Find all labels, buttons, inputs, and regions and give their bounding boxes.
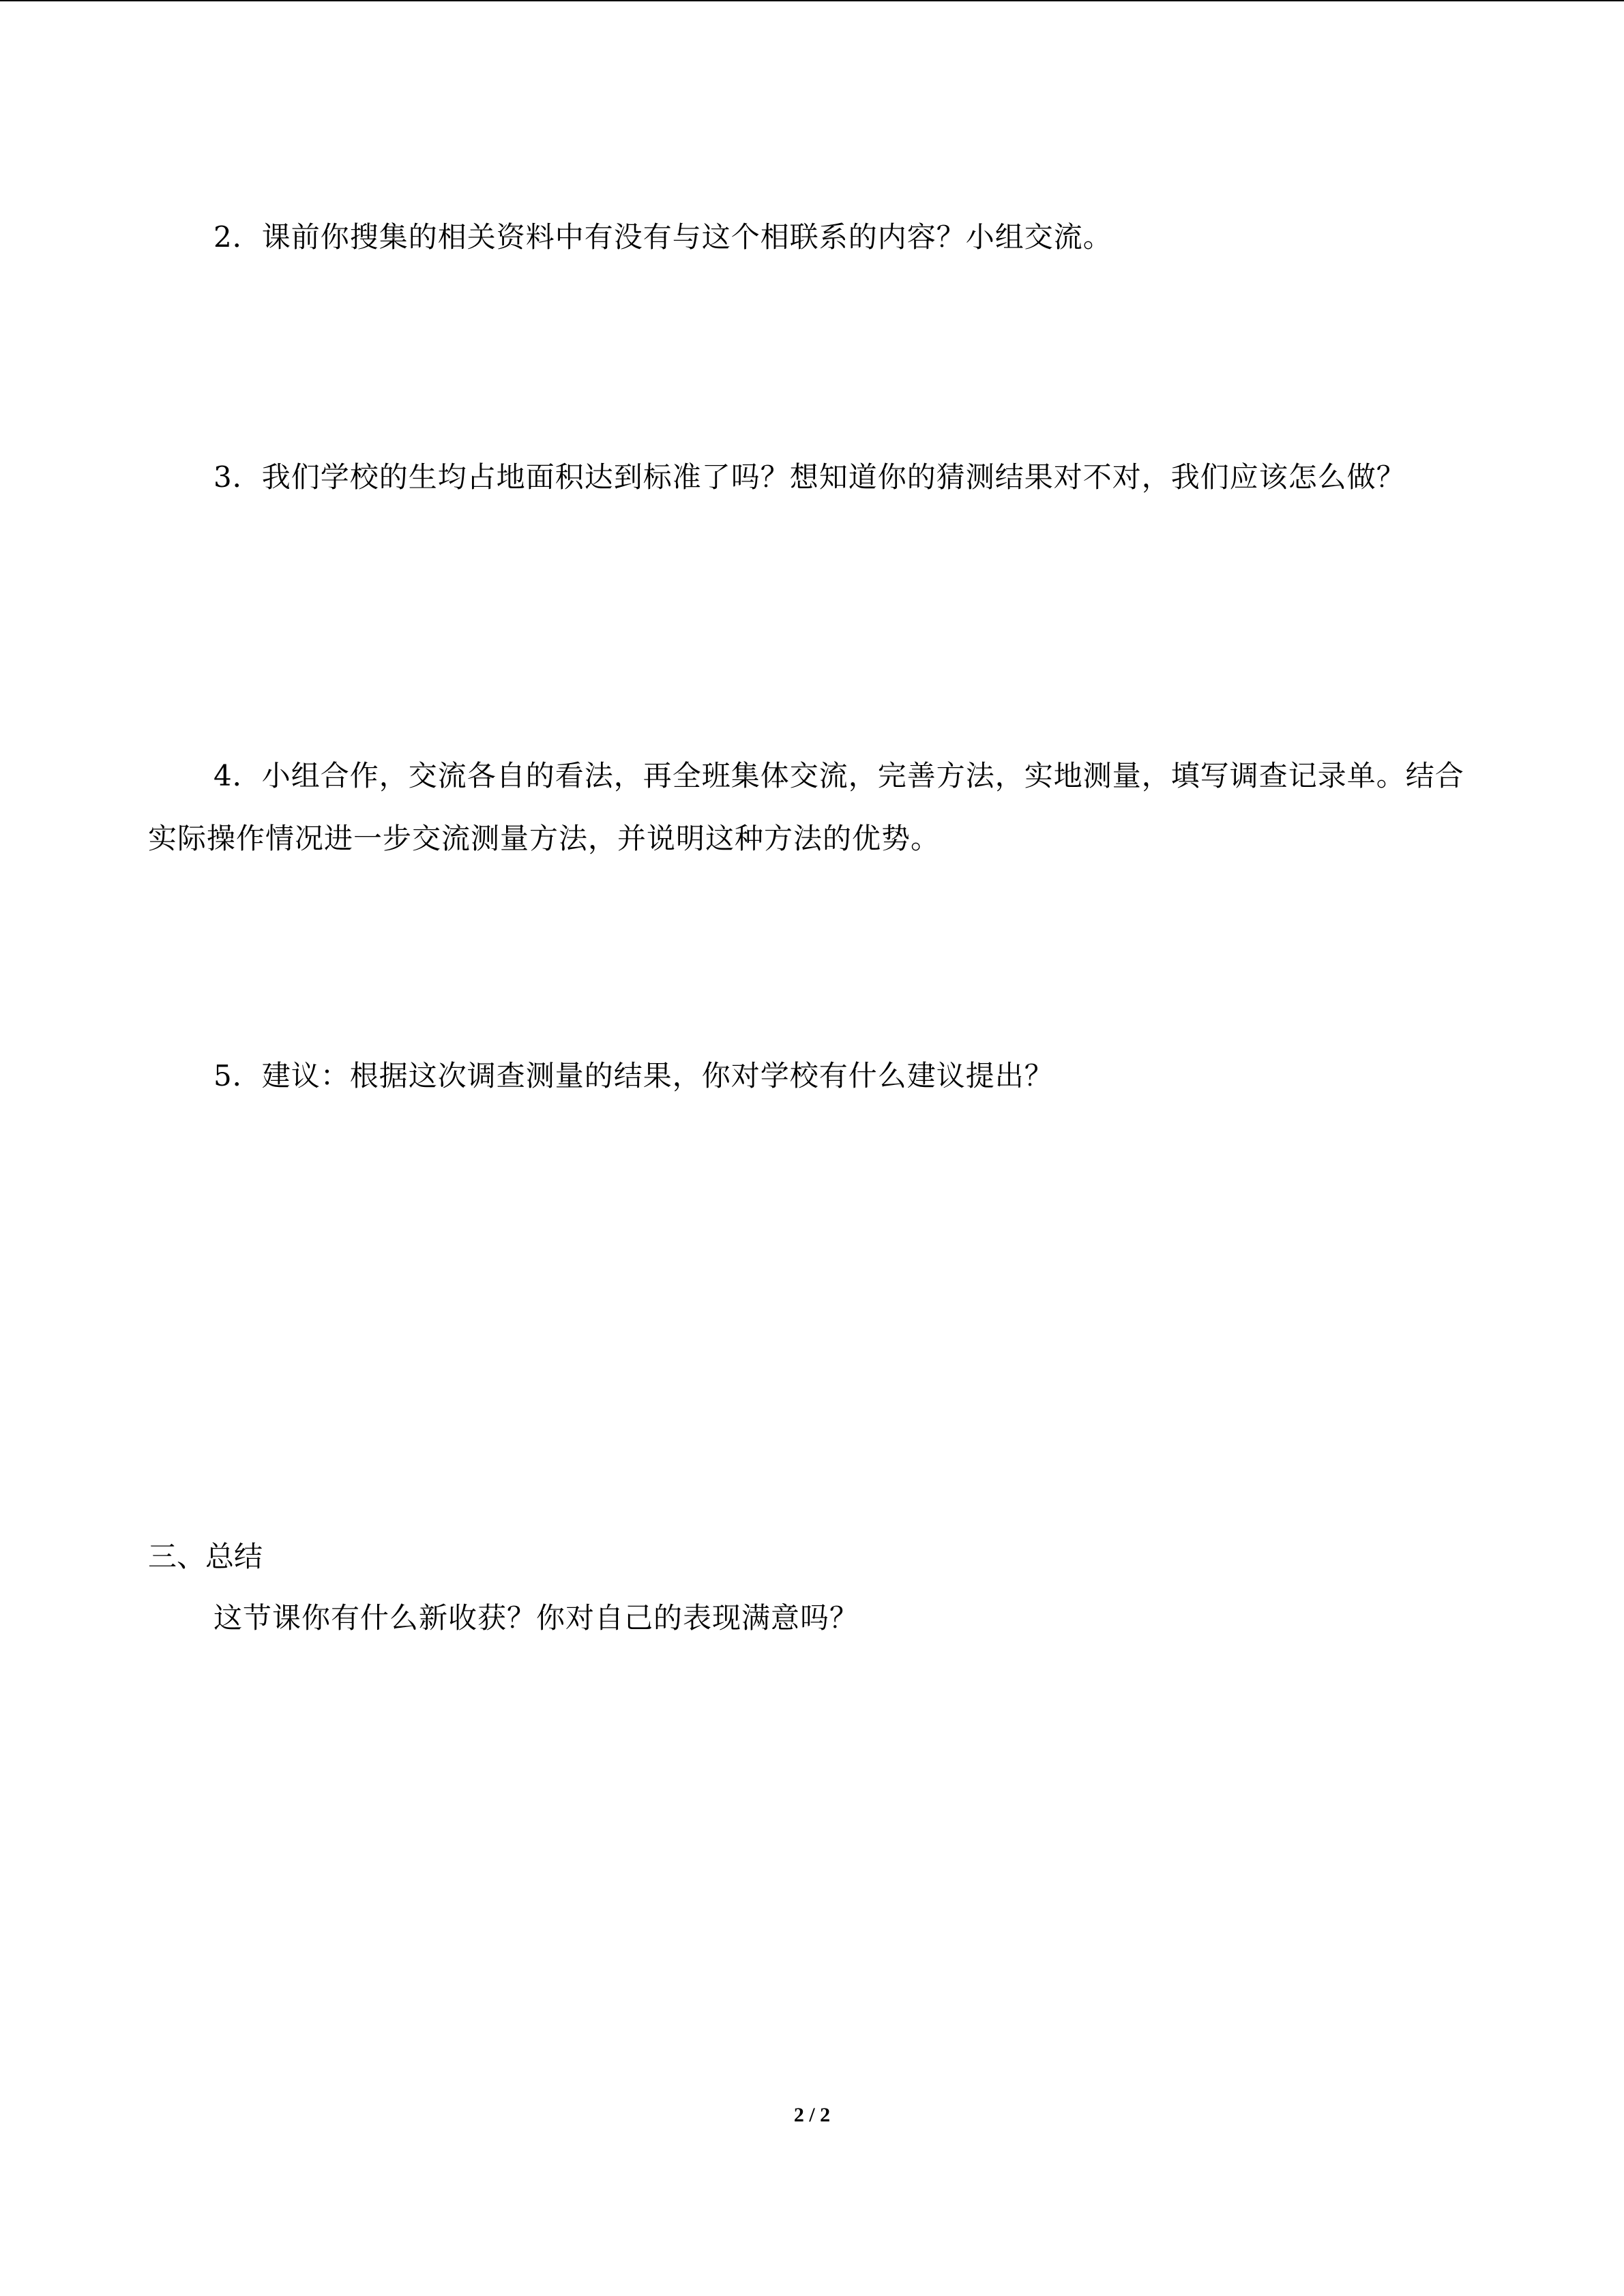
question-number: 5． (213, 1059, 262, 1092)
question-4 (148, 745, 1478, 870)
question-number: 3． (213, 460, 262, 494)
question-number: 2． (213, 220, 262, 254)
summary-question: 这节课你有什么新收获？你对自己的表现满意吗？ (213, 1601, 859, 1635)
question-5 (148, 1045, 1478, 1107)
question-text: 建议：根据这次调查测量的结果，你对学校有什么建议提出？ (261, 1059, 1054, 1092)
page-number: 2 / 2 (793, 2104, 831, 2126)
question-3 (148, 446, 1478, 509)
question-text: 我们学校的生均占地面积达到标准了吗？想知道你的猜测结果对不对，我们应该怎么做？ (261, 460, 1406, 494)
question-number: 4． (213, 759, 262, 792)
section-heading-summary: 三、总结 (148, 1540, 263, 1573)
question-text: 课前你搜集的相关资料中有没有与这个相联系的内容？小组交流。 (261, 220, 1112, 254)
question-text: 小组合作，交流各自的看法，再全班集体交流，完善方法，实地测量，填写调查记录单。结合实际操作情况进一步交流测量方法，并说明这种方法的优势。 (148, 759, 1464, 855)
question-2 (148, 206, 1478, 269)
